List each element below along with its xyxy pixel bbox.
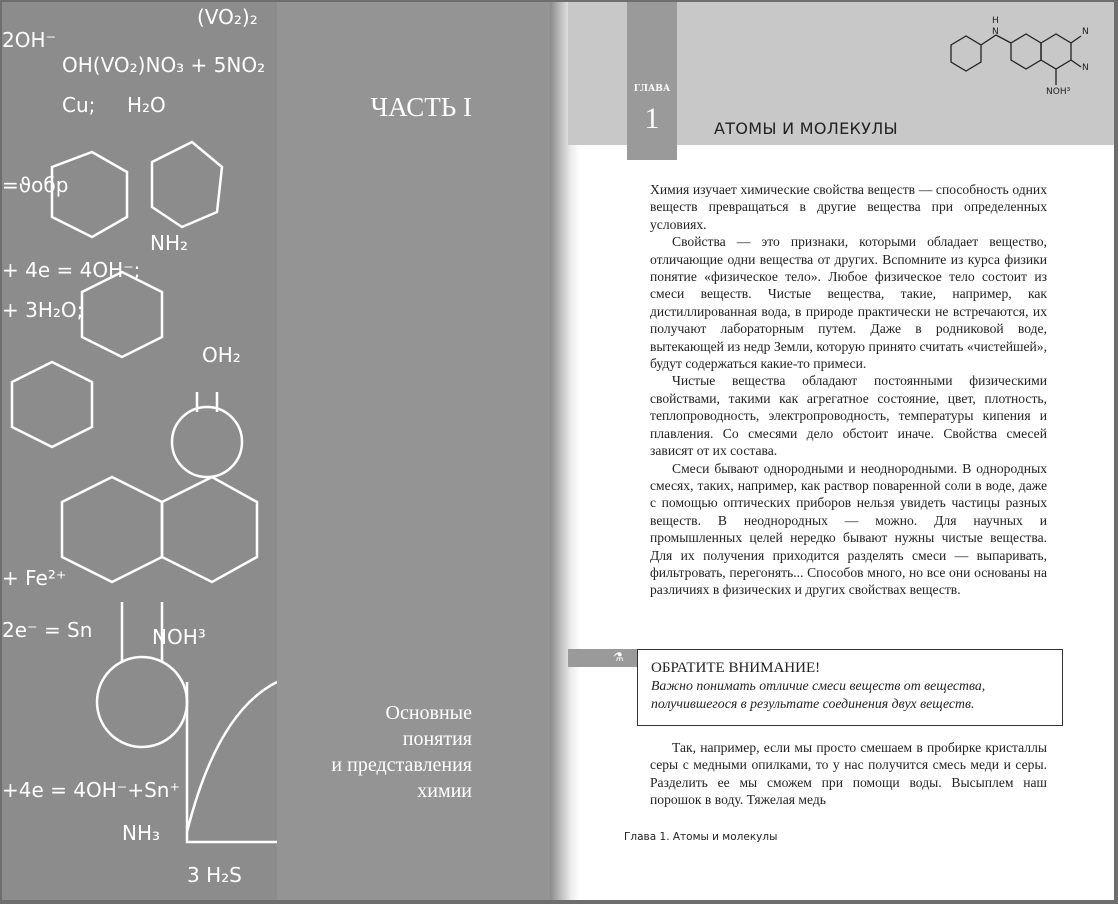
subtitle-line: понятия <box>402 728 472 750</box>
svg-text:OH(VO₂)NO₃ + 5NO₂: OH(VO₂)NO₃ + 5NO₂ <box>62 53 266 77</box>
svg-text:NH₂: NH₂ <box>150 231 189 255</box>
svg-text:+ 3H₂O;: + 3H₂O; <box>2 298 84 322</box>
subtitle-line: химии <box>417 780 472 802</box>
paragraph: Чистые вещества обладают постоянными физическими свойствами, такими как агрегатное состояние, цвет, плотность, теплопроводность, электропроводность, температуры кипения и плавления. Со смесями дело обстоит иначе. Свойства смесей зависят от их состава. <box>650 373 1047 459</box>
svg-text:+4e = 4OH⁻+Sn⁺: +4e = 4OH⁻+Sn⁺ <box>2 778 181 802</box>
body-text <box>650 181 1047 599</box>
attention-note-box <box>637 649 1063 726</box>
svg-text:3 H₂S: 3 H₂S <box>187 863 242 887</box>
paragraph: Смеси бывают однородными и неоднородными. В однородных смесях, таких, например, как раствор поваренной соли в воде, даже с помощью оптических приборов нельзя увидеть частицы разных веществ. В неоднородных — можно. Для научных и промышленных целей нередко бывают нужны чистые вещества. Для их получения приходится разделять смеси — выпаривать, фильтровать, перегонять... Способов много, но все они основаны на различиях в физических и других свойствах веществ. <box>650 460 1047 598</box>
svg-text:NH₃: NH₃ <box>122 821 161 845</box>
part-title: ЧАСТЬ I <box>370 92 472 122</box>
note-text: Важно понимать отличие смеси веществ от вещества, получившегося в результате соединения двух веществ. <box>651 678 986 711</box>
subtitle-line: и представления <box>331 754 472 776</box>
svg-text:OH₂: OH₂ <box>202 343 241 367</box>
svg-text:N: N <box>1082 63 1089 73</box>
running-footer: Глава 1. Атомы и молекулы <box>624 831 778 843</box>
chalk-formula-illustration <box>2 2 277 900</box>
flask-icon: ⚗ <box>613 650 624 664</box>
svg-text:NOH³: NOH³ <box>152 625 206 649</box>
svg-text:Cu;: Cu; <box>62 93 96 117</box>
svg-text:=ϑобр: =ϑобр <box>2 173 69 197</box>
svg-text:H: H <box>992 16 999 26</box>
svg-text:+ Fe²⁺: + Fe²⁺ <box>2 566 67 590</box>
svg-text:2OH⁻: 2OH⁻ <box>2 28 57 52</box>
svg-text:2e⁻ = Sn: 2e⁻ = Sn <box>2 618 93 642</box>
left-page <box>2 2 560 900</box>
molecule-illustration <box>946 10 1106 95</box>
subtitle-line: Основные <box>385 702 472 724</box>
note-heading: ОБРАТИТЕ ВНИМАНИЕ! <box>651 660 821 676</box>
chapter-number: 1 <box>644 102 660 135</box>
note-marker-bar <box>568 649 637 667</box>
svg-text:+ 4e = 4OH⁻;: + 4e = 4OH⁻; <box>2 258 141 282</box>
svg-text:N: N <box>1082 27 1089 37</box>
svg-text:N: N <box>992 27 999 37</box>
chapter-tab <box>627 2 677 160</box>
right-page <box>568 2 1114 900</box>
chapter-label: ГЛАВА <box>633 84 671 94</box>
paragraph: Свойства — это признаки, которыми обладает вещество, отличающие одни вещества от других. Вспомните из курса физики понятие «физическое тело». Любое физическое тело состоит из смеси веществ. Чистые вещества, такие, например, как дистиллированная вода, в природе практически не встречаются, их получают лабораторным путем. Даже в родниковой воде, вытекающей из недр Земли, которую принято считать «чистейшей», будут содержаться какие-то примеси. <box>650 234 1047 372</box>
part-subtitle <box>331 700 472 804</box>
svg-text:NOH³: NOH³ <box>1046 87 1071 95</box>
svg-text:H₂O: H₂O <box>127 93 166 117</box>
paragraph: Так, например, если мы просто смешаем в пробирке кристаллы серы с медными опилками, то у нас получится смесь меди и серы. Разделить ее мы сможем при помощи воды. Высыплем наш порошок в воду. Тяжелая медь <box>650 740 1047 808</box>
chapter-title: АТОМЫ И МОЛЕКУЛЫ <box>714 119 898 138</box>
book-spread <box>2 2 1114 900</box>
paragraph: Химия изучает химические свойства веществ — способность одних веществ превращаться в другие вещества при определенных условиях. <box>650 182 1047 232</box>
svg-text:(VO₂)₂: (VO₂)₂ <box>197 5 258 29</box>
